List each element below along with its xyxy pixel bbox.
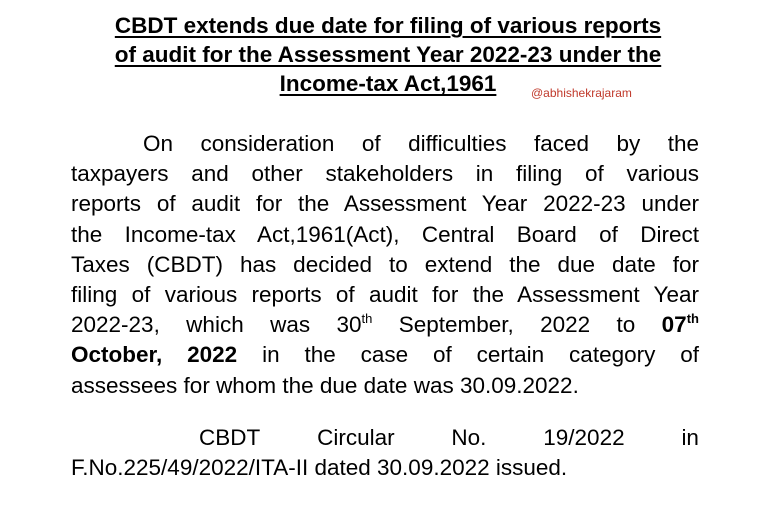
body-paragraph-1 <box>71 129 699 401</box>
date-text-b: September, 2022 to <box>372 312 662 338</box>
circular-line <box>71 423 699 453</box>
ordinal-suffix-bold-text: th <box>686 311 699 327</box>
extended-date-month: October, 2022 <box>71 342 238 368</box>
title-line-2: of audit for the Assessment Year 2022-23 under the <box>114 42 662 67</box>
paragraph-line: assessees for whom the due date was 30.09.2022. <box>71 372 579 398</box>
title-line-3: Income-tax Act,1961 <box>279 71 497 96</box>
document-title <box>60 11 716 98</box>
paragraph-text: in the case of certain category of <box>237 342 699 368</box>
file-number-line: F.No.225/49/2022/ITA-II dated 30.09.2022 issued. <box>71 455 568 481</box>
paragraph-line: the Income-tax Act,1961(Act), Central Board of Direct <box>71 221 699 247</box>
paragraph-line <box>71 340 699 370</box>
watermark-handle: @abhishekrajaram <box>531 86 632 100</box>
circular-word: in <box>681 425 699 450</box>
ordinal-suffix: th <box>361 311 373 327</box>
paragraph-line: filing of various reports of audit for the Assessment Year <box>71 282 699 308</box>
paragraph-line: reports of audit for the Assessment Year 2022-23 under <box>71 191 699 217</box>
extended-date-day: 07 <box>661 312 687 338</box>
date-text-a: 2022-23, which was 30 <box>71 312 362 338</box>
title-line-1: CBDT extends due date for filing of various reports <box>114 13 662 38</box>
paragraph-line: Taxes (CBDT) has decided to extend the due date for <box>71 251 699 277</box>
circular-word: Circular <box>317 425 395 450</box>
paragraph-line: taxpayers and other stakeholders in filing of various <box>71 161 699 187</box>
paragraph-line-dates <box>71 310 699 340</box>
circular-word: CBDT <box>199 425 261 450</box>
ordinal-suffix-bold <box>687 311 699 326</box>
circular-number: 19/2022 <box>543 425 625 450</box>
circular-word: No. <box>451 425 487 450</box>
paragraph-line: On consideration of difficulties faced by the <box>143 131 699 156</box>
body-paragraph-2 <box>71 423 699 483</box>
